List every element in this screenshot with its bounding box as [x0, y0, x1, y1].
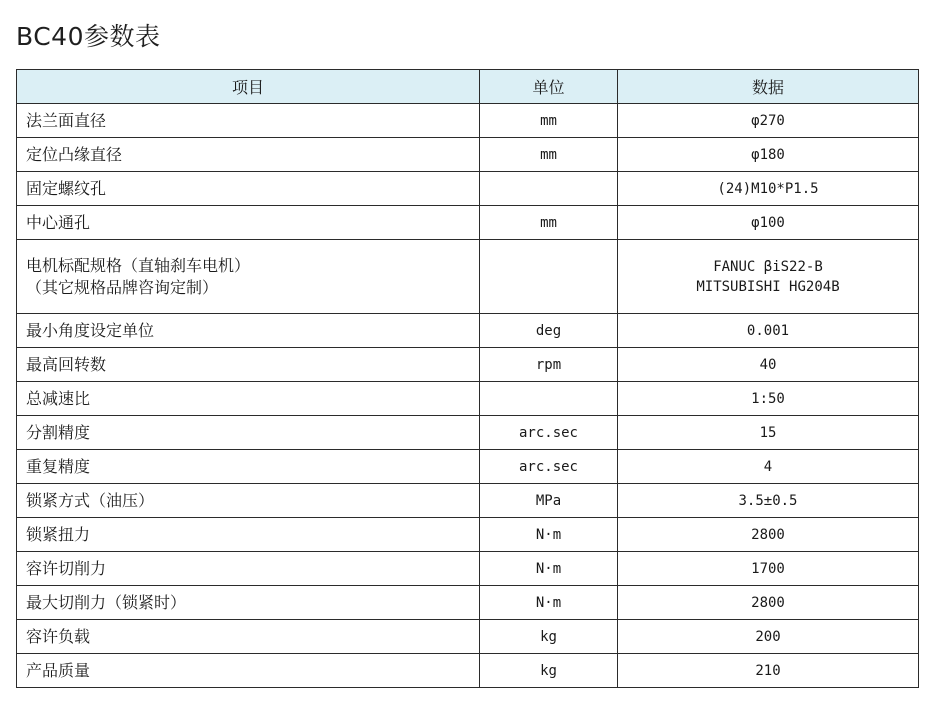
item-label: 锁紧方式（油压）	[26, 490, 155, 510]
value-cell	[618, 450, 919, 484]
value-cell	[618, 104, 919, 138]
value-text: 1:50	[751, 390, 785, 407]
table-row	[17, 552, 919, 586]
item-label: 最大切削力（锁紧时）	[26, 592, 187, 612]
table-row	[17, 518, 919, 552]
value-text: 0.001	[746, 322, 790, 339]
value-text: FANUC βiS22-B	[713, 258, 823, 275]
header-item: 项目	[17, 70, 480, 104]
value-text: 210	[755, 662, 781, 679]
item-label: 法兰面直径	[26, 110, 107, 130]
unit-cell	[480, 240, 618, 314]
item-cell	[17, 240, 480, 314]
unit-cell: arc.sec	[480, 416, 618, 450]
item-cell	[17, 620, 480, 654]
item-label: 分割精度	[26, 422, 91, 442]
item-label: 容许负载	[26, 626, 91, 646]
unit-cell	[480, 172, 618, 206]
table-body	[17, 104, 919, 688]
unit-cell: mm	[480, 138, 618, 172]
value-text: 2800	[751, 526, 785, 543]
value-text: 2800	[751, 594, 785, 611]
table-row	[17, 172, 919, 206]
value-cell	[618, 484, 919, 518]
item-cell	[17, 450, 480, 484]
unit-cell	[480, 382, 618, 416]
item-label: 锁紧扭力	[26, 524, 91, 544]
value-text: φ180	[751, 146, 785, 163]
unit-cell: N·m	[480, 552, 618, 586]
value-text: MITSUBISHI HG204B	[696, 278, 840, 295]
value-text: 200	[755, 628, 781, 645]
value-text: 15	[759, 424, 777, 441]
value-cell	[618, 348, 919, 382]
item-label: 最小角度设定单位	[26, 320, 155, 340]
value-cell	[618, 518, 919, 552]
unit-cell: mm	[480, 104, 618, 138]
value-cell	[618, 240, 919, 314]
item-label: 最高回转数	[26, 354, 107, 374]
item-cell	[17, 416, 480, 450]
value-cell	[618, 416, 919, 450]
item-cell	[17, 314, 480, 348]
unit-cell: kg	[480, 654, 618, 688]
header-row	[17, 70, 919, 104]
value-text: φ100	[751, 214, 785, 231]
value-text: 40	[759, 356, 777, 373]
value-text: 3.5±0.5	[738, 492, 798, 509]
table-row	[17, 240, 919, 314]
value-cell	[618, 552, 919, 586]
header-value: 数据	[618, 70, 919, 104]
table-row	[17, 138, 919, 172]
unit-cell: N·m	[480, 586, 618, 620]
table-row	[17, 382, 919, 416]
value-cell	[618, 206, 919, 240]
table-row	[17, 104, 919, 138]
unit-cell: MPa	[480, 484, 618, 518]
item-label: 电机标配规格（直轴刹车电机）	[26, 255, 251, 275]
value-text: 4	[763, 458, 773, 475]
table-row	[17, 450, 919, 484]
unit-cell: N·m	[480, 518, 618, 552]
value-cell	[618, 586, 919, 620]
item-label: （其它规格品牌咨询定制）	[26, 277, 219, 297]
table-row	[17, 586, 919, 620]
value-cell	[618, 138, 919, 172]
item-cell	[17, 654, 480, 688]
unit-cell: deg	[480, 314, 618, 348]
value-text: φ270	[751, 112, 785, 129]
item-label: 产品质量	[26, 660, 91, 680]
item-label: 中心通孔	[26, 212, 91, 232]
spec-table	[16, 69, 919, 688]
table-header	[17, 70, 919, 104]
item-label: 容许切削力	[26, 558, 107, 578]
page-title: BC40参数表	[16, 22, 161, 51]
table-row	[17, 206, 919, 240]
value-text: 1700	[751, 560, 785, 577]
value-cell	[618, 654, 919, 688]
unit-cell: arc.sec	[480, 450, 618, 484]
table-row	[17, 348, 919, 382]
item-cell	[17, 348, 480, 382]
value-cell	[618, 620, 919, 654]
item-label: 总减速比	[26, 388, 91, 408]
item-cell	[17, 586, 480, 620]
table-row	[17, 484, 919, 518]
item-cell	[17, 484, 480, 518]
item-cell	[17, 382, 480, 416]
unit-cell: kg	[480, 620, 618, 654]
table-row	[17, 314, 919, 348]
item-cell	[17, 552, 480, 586]
item-cell	[17, 172, 480, 206]
header-unit: 单位	[480, 70, 618, 104]
item-cell	[17, 518, 480, 552]
value-text: (24)M10*P1.5	[717, 180, 819, 197]
item-label: 重复精度	[26, 456, 91, 476]
item-label: 定位凸缘直径	[26, 144, 123, 164]
item-cell	[17, 104, 480, 138]
unit-cell: rpm	[480, 348, 618, 382]
item-cell	[17, 206, 480, 240]
table-row	[17, 416, 919, 450]
value-cell	[618, 314, 919, 348]
table-row	[17, 620, 919, 654]
value-cell	[618, 172, 919, 206]
table-row	[17, 654, 919, 688]
item-label: 固定螺纹孔	[26, 178, 107, 198]
item-cell	[17, 138, 480, 172]
value-cell	[618, 382, 919, 416]
unit-cell: mm	[480, 206, 618, 240]
